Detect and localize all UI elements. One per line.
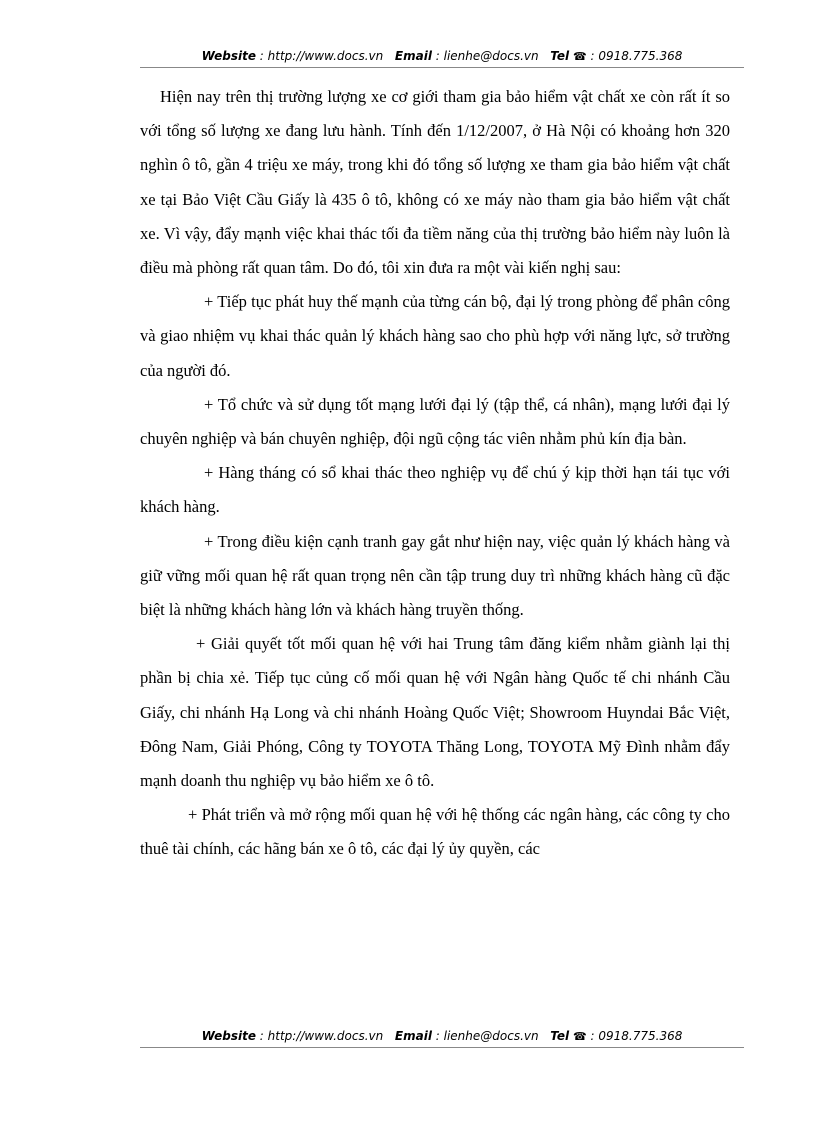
- footer-tel-value: : 0918.775.368: [590, 1029, 683, 1043]
- document-body: [140, 80, 730, 867]
- footer-website-url: : http://www.docs.vn: [259, 1029, 384, 1043]
- header-website-url: : http://www.docs.vn: [259, 49, 384, 63]
- header-tel-value: : 0918.775.368: [590, 49, 683, 63]
- header-email-label: Email: [394, 49, 432, 63]
- footer-website-label: Website: [201, 1029, 256, 1043]
- phone-icon: ☎: [572, 50, 587, 63]
- footer-tel-label: Tel: [550, 1029, 570, 1043]
- recommendation-item: + Tiếp tục phát huy thế mạnh của từng cán bộ, đại lý trong phòng để phân công và giao nhiệm vụ khai thác quản lý khách hàng sao cho phù hợp với năng lực, sở trường của người đó.: [140, 292, 730, 380]
- recommendation-item: + Trong điều kiện cạnh tranh gay gắt như hiện nay, việc quản lý khách hàng và giữ vững mối quan hệ rất quan trọng nên cần tập trung duy trì những khách hàng cũ đặc biệt là những khách hàng lớn và khách hàng truyền thống.: [140, 531, 730, 620]
- footer-email-value: : lienhe@docs.vn: [435, 1029, 539, 1043]
- recommendation-item: + Hàng tháng có sổ khai thác theo nghiệp vụ để chú ý kịp thời hạn tái tục với khách hàng.: [140, 463, 730, 517]
- recommendation-item: + Giải quyết tốt mối quan hệ với hai Trung tâm đăng kiểm nhằm giành lại thị phần bị chia xẻ. Tiếp tục củng cố mối quan hệ với Ngân hàng Quốc tế chi nhánh Cầu Giấy, chi nhánh Hạ Long và chi nhánh Hoàng Quốc Việt; Showroom Huyndai Bắc Việt, Đông Nam, Giải Phóng, Công ty TOYOTA Thăng Long, TOYOTA Mỹ Đình nhằm đẩy mạnh doanh thu nghiệp vụ bảo hiểm xe ô tô.: [140, 634, 730, 791]
- header-tel-label: Tel: [550, 49, 570, 63]
- phone-icon: ☎: [572, 1030, 587, 1043]
- header-email-value: : lienhe@docs.vn: [435, 49, 539, 63]
- footer-email-label: Email: [394, 1029, 432, 1043]
- page-footer: [140, 1029, 744, 1048]
- paragraph-intro: Hiện nay trên thị trường lượng xe cơ giới tham gia bảo hiểm vật chất xe còn rất ít so với tổng số lượng xe đang lưu hành. Tính đến 1/12/2007, ở Hà Nội có khoảng hơn 320 nghìn ô tô, gần 4 triệu xe máy, trong khi đó tổng số lượng xe tham gia bảo hiểm vật chất xe tại Bảo Việt Cầu Giấy là 435 ô tô, không có xe máy nào tham gia bảo hiểm vật chất xe. Vì vậy, đẩy mạnh việc khai thác tối đa tiềm năng của thị trường bảo hiểm này luôn là điều mà phòng rất quan tâm. Do đó, tôi xin đưa ra một vài kiến nghị sau:: [140, 87, 730, 278]
- recommendation-item: + Phát triển và mở rộng mối quan hệ với hệ thống các ngân hàng, các công ty cho thuê tài chính, các hãng bán xe ô tô, các đại lý ủy quyền, các: [140, 805, 730, 859]
- recommendation-item: + Tổ chức và sử dụng tốt mạng lưới đại lý (tập thể, cá nhân), mạng lưới đại lý chuyên nghiệp và bán chuyên nghiệp, đội ngũ cộng tác viên nhằm phủ kín địa bàn.: [140, 394, 730, 449]
- page-header: [140, 49, 744, 68]
- header-website-label: Website: [201, 49, 256, 63]
